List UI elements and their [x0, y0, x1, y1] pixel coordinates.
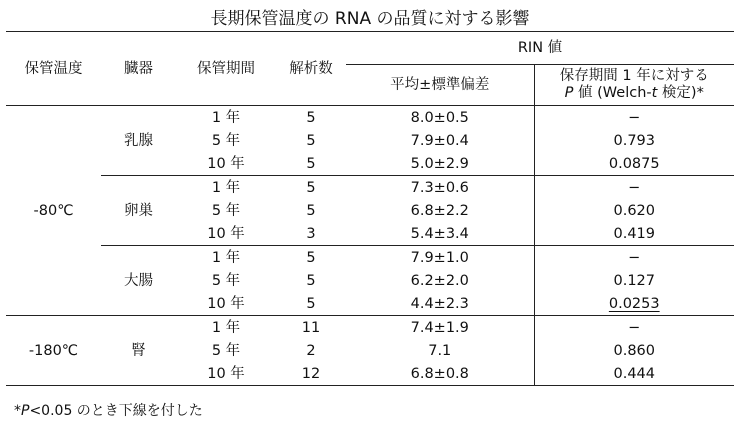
count-cell: 5 — [306, 249, 316, 266]
p-value-cell: − — [534, 106, 734, 130]
period-cell: 10 年 — [176, 362, 276, 386]
count-cell: 5 — [276, 152, 346, 176]
count-cell: 11 — [301, 319, 321, 336]
rna-quality-table — [6, 31, 734, 386]
mean-sd-cell: 4.4±2.3 — [346, 292, 534, 316]
header-mean-sd: 平均±標準偏差 — [346, 65, 534, 106]
p-value-cell: 0.444 — [534, 362, 734, 386]
mean-sd-cell: 8.0±0.5 — [410, 109, 469, 126]
mean-sd-cell: 6.8±2.2 — [410, 202, 469, 219]
period-cell: 5 年 — [211, 202, 241, 219]
mean-sd-cell: 5.4±3.4 — [346, 222, 534, 246]
table-row — [6, 176, 734, 200]
p-value-cell: − — [534, 176, 734, 200]
count-cell: 5 — [306, 132, 316, 149]
mean-sd-cell: 6.2±2.0 — [410, 272, 469, 289]
period-cell: 5 年 — [211, 132, 241, 149]
header-p-value — [534, 65, 734, 106]
count-cell: 5 — [306, 202, 316, 219]
header-storage-temp: 保管温度 — [6, 32, 101, 106]
organ-cell: 卵巣 — [101, 176, 176, 246]
storage-temp-cell: -180℃ — [6, 316, 101, 386]
header-p-line2-end: 検定)* — [657, 85, 704, 101]
period-cell: 1 年 — [211, 319, 241, 336]
storage-temp-cell: -80℃ — [6, 106, 101, 316]
period-cell: 1 年 — [211, 109, 241, 126]
header-storage-period: 保管期間 — [176, 32, 276, 106]
table-body — [6, 106, 734, 386]
mean-sd-cell: 7.4±1.9 — [410, 319, 469, 336]
p-value-cell: 0.793 — [534, 129, 734, 152]
count-cell: 5 — [276, 292, 346, 316]
header-organ: 臓器 — [101, 32, 176, 106]
table-title: 長期保管温度の RNA の品質に対する影響 — [210, 9, 530, 29]
footnote-star: * — [14, 403, 21, 419]
period-cell: 5 年 — [211, 342, 241, 359]
mean-sd-cell: 7.1 — [428, 342, 452, 359]
table-row — [6, 106, 734, 130]
p-value-cell: 0.0253 — [534, 292, 734, 316]
p-value-cell: 0.419 — [534, 222, 734, 246]
header-p-symbol: P — [564, 85, 574, 101]
period-cell: 10 年 — [176, 152, 276, 176]
mean-sd-cell: 5.0±2.9 — [346, 152, 534, 176]
footnote — [14, 400, 203, 420]
count-cell: 2 — [306, 342, 316, 359]
count-cell: 3 — [276, 222, 346, 246]
organ-cell: 腎 — [101, 316, 176, 386]
p-value-cell: 0.127 — [534, 269, 734, 292]
mean-sd-cell: 6.8±0.8 — [346, 362, 534, 386]
organ-cell: 大腸 — [101, 246, 176, 316]
count-cell: 12 — [276, 362, 346, 386]
footnote-text: <0.05 のとき下線を付した — [29, 403, 203, 419]
period-cell: 10 年 — [176, 222, 276, 246]
table-row — [6, 246, 734, 270]
mean-sd-cell: 7.9±0.4 — [410, 132, 469, 149]
header-rin: RIN 値 — [346, 32, 734, 65]
mean-sd-cell: 7.9±1.0 — [410, 249, 469, 266]
header-t-symbol: t — [651, 85, 658, 101]
p-value-cell: − — [534, 246, 734, 270]
period-cell: 1 年 — [211, 249, 241, 266]
header-p-line2: 値 (Welch- — [573, 85, 652, 101]
p-value-cell: 0.860 — [534, 339, 734, 362]
p-value-cell: − — [534, 316, 734, 340]
mean-sd-cell: 7.3±0.6 — [410, 179, 469, 196]
count-cell: 5 — [306, 109, 316, 126]
count-cell: 5 — [306, 179, 316, 196]
period-cell: 5 年 — [211, 272, 241, 289]
p-value-cell: 0.620 — [534, 199, 734, 222]
table-row — [6, 316, 734, 340]
p-value-cell: 0.0875 — [534, 152, 734, 176]
header-sample-count: 解析数 — [276, 32, 346, 106]
organ-cell: 乳腺 — [101, 106, 176, 176]
footnote-p-symbol: P — [21, 403, 30, 419]
period-cell: 10 年 — [176, 292, 276, 316]
period-cell: 1 年 — [211, 179, 241, 196]
header-p-line1: 保存期間 1 年に対する — [559, 68, 709, 84]
count-cell: 5 — [306, 272, 316, 289]
